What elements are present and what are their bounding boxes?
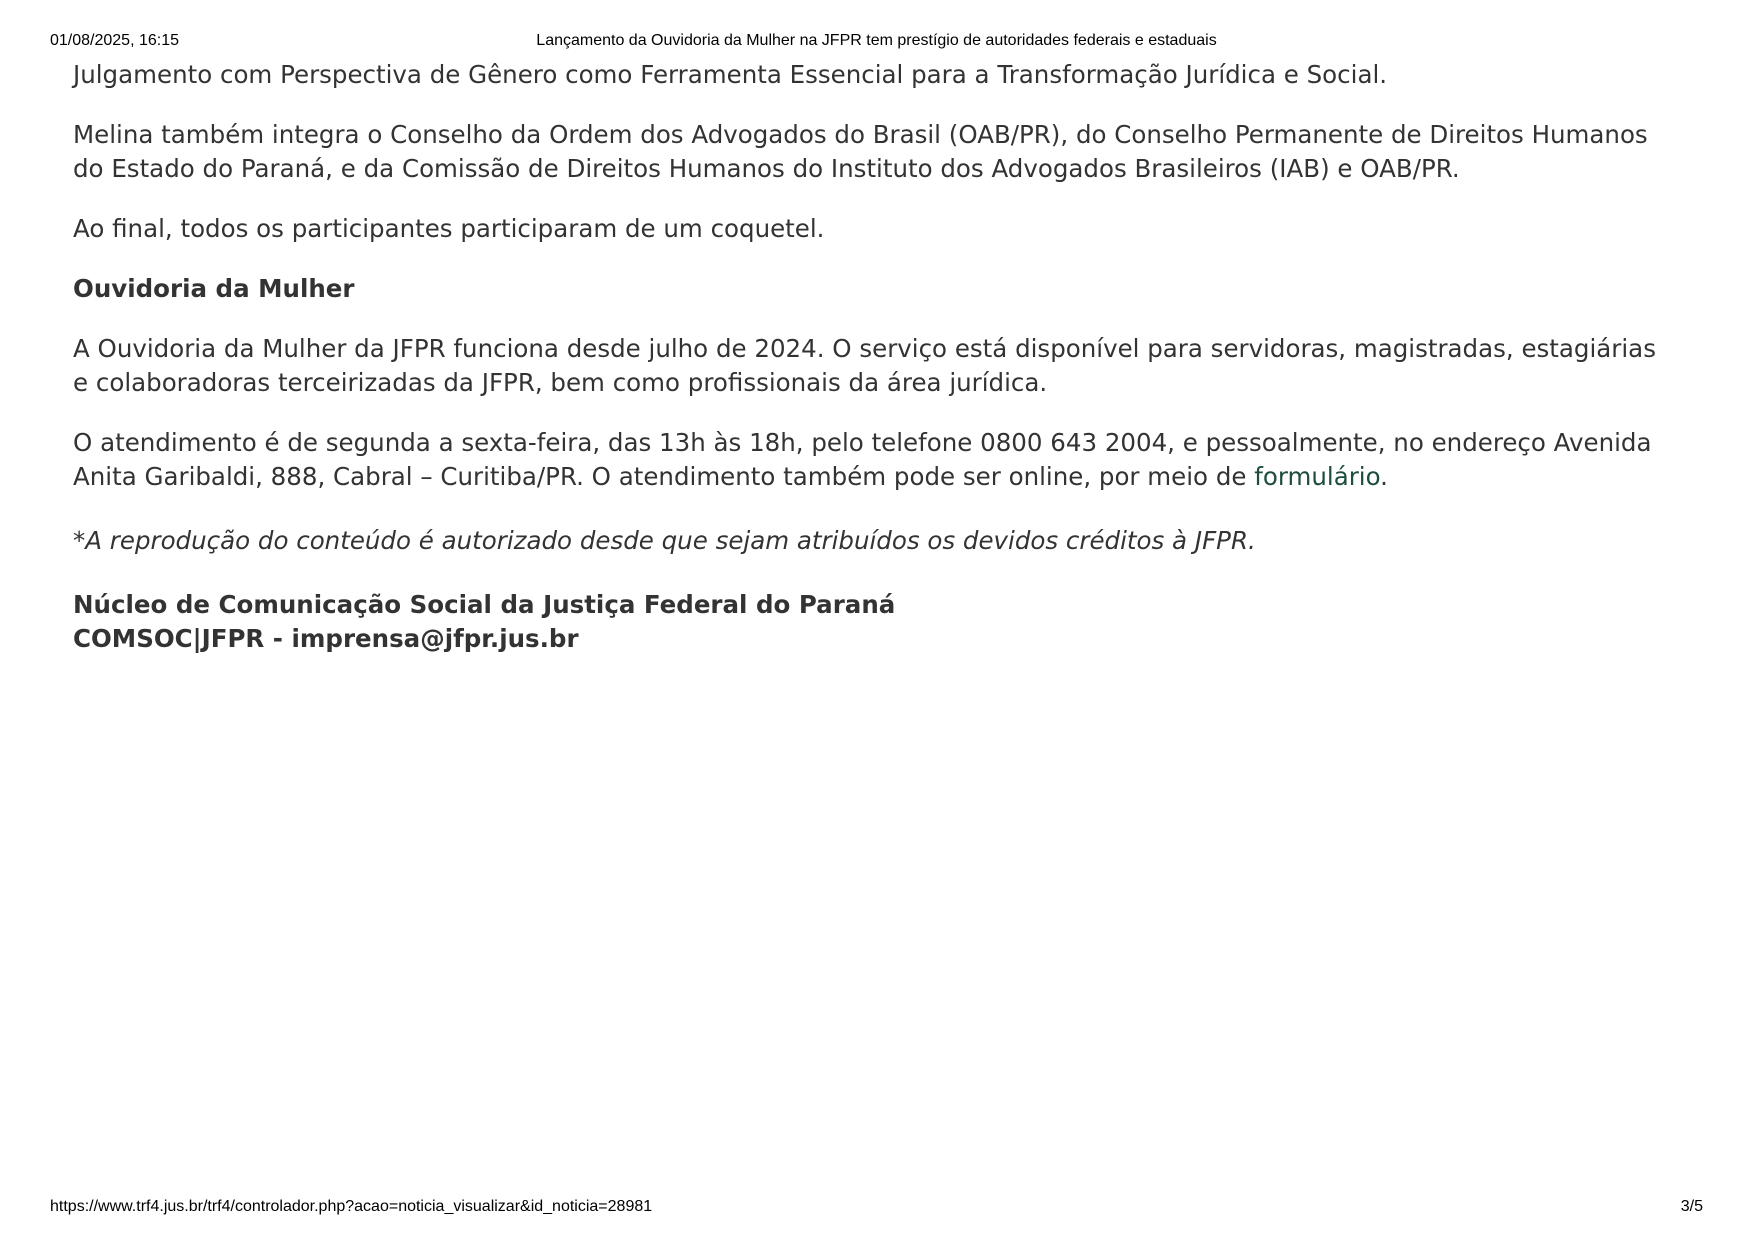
- article-paragraph: A Ouvidoria da Mulher da JFPR funciona desde julho de 2024. O serviço está disponível para servidoras, magistradas, estagiárias e colaboradoras terceirizadas da JFPR, bem como profissionais da área jurídica.: [73, 334, 1656, 397]
- section-heading: Ouvidoria da Mulher: [73, 274, 355, 303]
- article-paragraph-contact: [73, 426, 1673, 494]
- article-body: [73, 58, 1673, 656]
- signature-line-organization: Núcleo de Comunicação Social da Justiça Federal do Paraná: [73, 590, 896, 619]
- reproduction-note: *A reprodução do conteúdo é autorizado desde que sejam atribuídos os devidos créditos à JFPR.: [73, 526, 1256, 555]
- print-page-title: Lançamento da Ouvidoria da Mulher na JFPR tem prestígio de autoridades federais e estaduais: [536, 32, 1217, 49]
- print-page-number: 3/5: [1680, 1198, 1703, 1215]
- article-paragraph: Melina também integra o Conselho da Ordem dos Advogados do Brasil (OAB/PR), do Conselho Permanente de Direitos Humanos do Estado do Paraná, e da Comissão de Direitos Humanos do Instituto dos Advogados Brasileiros (IAB) e OAB/PR.: [73, 120, 1648, 183]
- article-paragraph: Ao final, todos os participantes participaram de um coquetel.: [73, 214, 825, 243]
- print-datetime: 01/08/2025, 16:15: [50, 32, 180, 49]
- article-paragraph: Julgamento com Perspectiva de Gênero como Ferramenta Essencial para a Transformação Jurídica e Social.: [73, 60, 1388, 89]
- form-link[interactable]: formulário: [1254, 462, 1381, 491]
- signature-line-contact: COMSOC|JFPR - imprensa@jfpr.jus.br: [73, 624, 579, 653]
- signature: [73, 588, 1673, 656]
- contact-text: O atendimento é de segunda a sexta-feira, das 13h às 18h, pelo telefone 0800 643 2004, e pessoalmente, no endereço Avenida Anita Garibaldi, 888, Cabral – Curitiba/PR. O atendimento também pode ser online, por meio de: [73, 428, 1652, 491]
- contact-end: .: [1380, 462, 1388, 491]
- print-header: [50, 32, 1703, 52]
- print-footer: [50, 1198, 1703, 1218]
- print-url: https://www.trf4.jus.br/trf4/controlador.php?acao=noticia_visualizar&id_noticia=28981: [50, 1198, 653, 1215]
